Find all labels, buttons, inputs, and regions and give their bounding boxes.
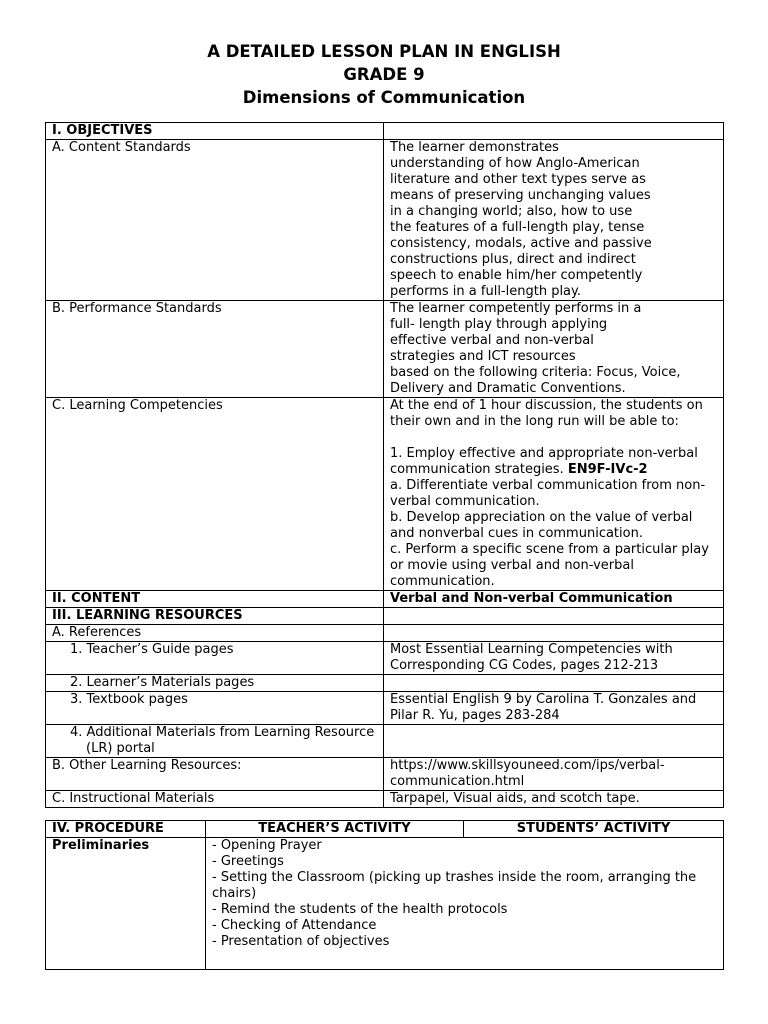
text-line: consistency, modals, active and passive <box>390 236 652 251</box>
title-line-1: A DETAILED LESSON PLAN IN ENGLISH <box>207 42 561 61</box>
references-row <box>46 625 724 642</box>
performance-standards-label: B. Performance Standards <box>46 301 384 398</box>
students-activity-heading: STUDENTS’ ACTIVITY <box>464 821 724 838</box>
objectives-heading: I. OBJECTIVES <box>46 123 384 140</box>
preliminaries-row <box>46 838 724 970</box>
additional-materials-label: 4. Additional Materials from Learning Resource (LR) portal <box>46 725 384 758</box>
text-line: performs in a full-length play. <box>390 284 581 299</box>
text-line: effective verbal and non-verbal <box>390 333 594 348</box>
instructional-materials-value: Tarpapel, Visual aids, and scotch tape. <box>384 791 724 808</box>
empty-cell <box>384 608 724 625</box>
textbook-row <box>46 692 724 725</box>
teachers-guide-label: 1. Teacher’s Guide pages <box>46 642 384 675</box>
instructional-materials-label: C. Instructional Materials <box>46 791 384 808</box>
procedure-header-row <box>46 821 724 838</box>
teachers-activity-heading: TEACHER’S ACTIVITY <box>206 821 464 838</box>
empty-cell <box>384 625 724 642</box>
procedure-table <box>45 820 724 970</box>
list-item: - Presentation of objectives <box>212 934 390 949</box>
text-line: literature and other text types serve as <box>390 172 646 187</box>
additional-materials-row <box>46 725 724 758</box>
teachers-guide-value: Most Essential Learning Competencies with Corresponding CG Codes, pages 212-213 <box>384 642 724 675</box>
performance-standards-row <box>46 301 724 398</box>
other-resources-link: https://www.skillsyouneed.com/ips/verbal-communication.html <box>384 758 724 791</box>
objectives-row <box>46 123 724 140</box>
competency-item-1-text: 1. Employ effective and appropriate non-verbal communication strategies. <box>390 446 698 477</box>
learning-competencies-label: C. Learning Competencies <box>46 398 384 591</box>
list-item: - Remind the students of the health protocols <box>212 902 508 917</box>
competency-item-1 <box>390 446 717 478</box>
document-title <box>0 40 768 109</box>
list-item: - Checking of Attendance <box>212 918 377 933</box>
learners-materials-label: 2. Learner’s Materials pages <box>46 675 384 692</box>
competency-code: EN9F-IVc-2 <box>567 462 648 477</box>
content-standards-value <box>384 140 724 301</box>
text-line: speech to enable him/her competently <box>390 268 643 283</box>
text-line: full- length play through applying <box>390 317 608 332</box>
text-line: Delivery and Dramatic Conventions. <box>390 381 626 396</box>
text-line: the features of a full-length play, tense <box>390 220 645 235</box>
procedure-heading: IV. PROCEDURE <box>46 821 206 838</box>
text-line: strategies and ICT resources <box>390 349 576 364</box>
learning-resources-heading: III. LEARNING RESOURCES <box>46 608 384 625</box>
list-item: - Greetings <box>212 854 284 869</box>
list-item: - Setting the Classroom (picking up trashes inside the room, arranging the chairs) <box>212 870 697 901</box>
learning-resources-row <box>46 608 724 625</box>
competencies-intro: At the end of 1 hour discussion, the students on their own and in the long run will be able to: <box>390 398 703 429</box>
title-line-3: Dimensions of Communication <box>242 88 526 107</box>
text-line: means of preserving unchanging values <box>390 188 651 203</box>
list-item: - Opening Prayer <box>212 838 322 853</box>
objectives-empty-cell <box>384 123 724 140</box>
title-line-2: GRADE 9 <box>343 65 425 84</box>
other-resources-label: B. Other Learning Resources: <box>46 758 384 791</box>
instructional-materials-row <box>46 791 724 808</box>
empty-cell <box>384 675 724 692</box>
text-line: in a changing world; also, how to use <box>390 204 633 219</box>
content-row <box>46 591 724 608</box>
preliminaries-list <box>206 838 724 970</box>
teachers-guide-row <box>46 642 724 675</box>
content-standards-row <box>46 140 724 301</box>
lesson-plan-table <box>45 122 724 808</box>
text-line: The learner competently performs in a <box>390 301 642 316</box>
content-heading: II. CONTENT <box>46 591 384 608</box>
competency-item-b: b. Develop appreciation on the value of verbal and nonverbal cues in communication. <box>390 510 693 541</box>
text-line: constructions plus, direct and indirect <box>390 252 636 267</box>
preliminaries-label: Preliminaries <box>46 838 206 970</box>
text-line: The learner demonstrates <box>390 140 559 155</box>
learning-competencies-row <box>46 398 724 591</box>
learners-materials-row <box>46 675 724 692</box>
content-value: Verbal and Non-verbal Communication <box>384 591 724 608</box>
text-line: understanding of how Anglo-American <box>390 156 640 171</box>
textbook-value: Essential English 9 by Carolina T. Gonzales and Pilar R. Yu, pages 283-284 <box>384 692 724 725</box>
empty-cell <box>384 725 724 758</box>
learning-competencies-value <box>384 398 724 591</box>
competency-item-a: a. Differentiate verbal communication from non-verbal communication. <box>390 478 706 509</box>
textbook-label: 3. Textbook pages <box>46 692 384 725</box>
competency-item-c: c. Perform a specific scene from a particular play or movie using verbal and non-verbal communication. <box>390 542 709 589</box>
other-resources-row <box>46 758 724 791</box>
performance-standards-value <box>384 301 724 398</box>
content-standards-label: A. Content Standards <box>46 140 384 301</box>
text-line: based on the following criteria: Focus, Voice, <box>390 365 681 380</box>
references-label: A. References <box>46 625 384 642</box>
spacer <box>390 430 717 446</box>
